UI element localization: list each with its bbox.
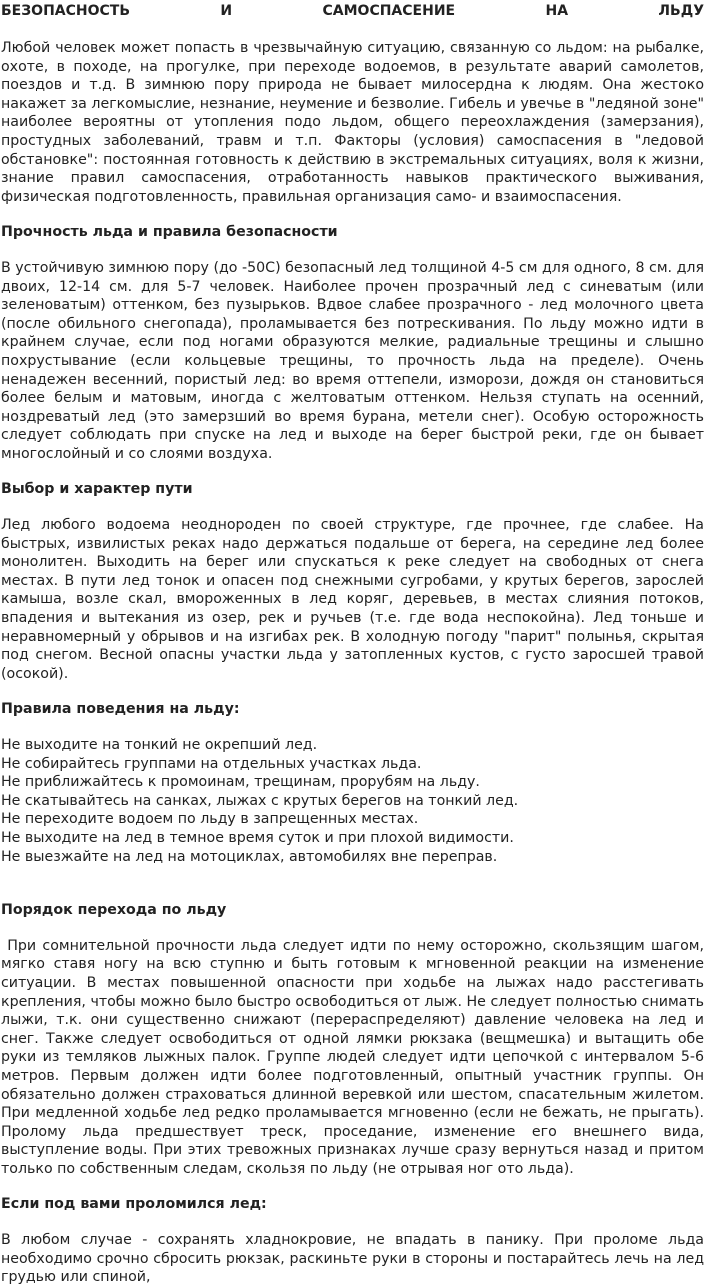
list-item: Не приближайтесь к промоинам, трещинам, прорубям на льду. bbox=[1, 774, 480, 791]
list-item: Не выходите на тонкий не окрепший лед. bbox=[1, 737, 318, 753]
section-heading-rules: Правила поведения на льду: bbox=[1, 701, 240, 718]
title-word: И bbox=[220, 3, 233, 19]
crossing-paragraph bbox=[1, 937, 704, 1179]
title-word: ЛЬДУ bbox=[658, 3, 704, 19]
list-item: Не выходите на лед в темное время суток и при плохой видимости. bbox=[1, 829, 514, 846]
list-item: Не переходите водоем по льду в запрещенных местах. bbox=[1, 811, 419, 828]
ice-strength-paragraph: В устойчивую зимнюю пору (до -50С) безопасный лед толщиной 4-5 см для одного, 8 см. для двоих, 12-14 см. для 5-7 человек. Наиболее прочен прозрачный лед с синеватым (или зеленоватым) оттенком, без пузырьков. Вдвое слабее прозрачного - лед молочного цвета (после обильного снегопада), проламывается без потрескивания. По льду можно идти в крайнем случае, если под ногами образуются мелкие, радиальные трещины и слышно похрустывание (если кольцевые трещины, то прочность льда на пределе). Очень ненадежен весенний, пористый лед: во время оттепели, изморози, дождя он становиться более белым и матовым, иногда с желтоватым оттенком. Нельзя ступать на осенний, ноздреватый лед (это замерзший во время бурана, метели снег). Особую осторожность следует соблюдать при спуске на лед и выходе на берег быстрой реки, где он бывает многослойный и со слоями воздуха. bbox=[1, 259, 704, 462]
title-word: БЕЗОПАСНОСТЬ bbox=[1, 3, 131, 19]
intro-paragraph: Любой человек может попасть в чрезвычайную ситуацию, связанную со льдом: на рыбалке, охоте, в походе, на прогулке, при переходе водоемов, в результате аварий самолетов, поездов и т.д. В зимнюю пору природа не бывает милосердна к людям. Она жестоко накажет за легкомыслие, незнание, неумение и безволие. Гибель и увечье в "ледяной зоне" наиболее вероятны от утопления подо льдом, общего переохлаждения (замерзания), простудных заболеваний, травм и т.п. Факторы (условия) самоспасения в "ледовой обстановке": постоянная готовность к действию в экстремальных ситуациях, воля к жизни, знание правил самоспасения, отработанность навыков практического выживания, физическая подготовленность, правильная организация само- и взаимоспасения. bbox=[1, 40, 704, 205]
rules-list bbox=[1, 736, 704, 866]
list-item: Не скатывайтесь на санках, лыжах с крутых берегов на тонкий лед. bbox=[1, 792, 519, 809]
document-title bbox=[1, 0, 704, 21]
section-heading-ice-strength: Прочность льда и правила безопасности bbox=[1, 224, 338, 241]
list-item: Не собирайтесь группами на отдельных участках льда. bbox=[1, 755, 422, 772]
ice-break-paragraph: В любом случае - сохранять хладнокровие, не впадать в панику. При проломе льда необходимо срочно сбросить рюкзак, раскиньте руки в стороны и постарайтесь лечь на лед грудью или спиной, bbox=[1, 1232, 704, 1286]
route-paragraph: Лед любого водоема неоднороден по своей структуре, где прочнее, где слабее. На быстрых, извилистых реках надо держаться подальше от берега, на середине лед более монолитен. Выходить на берег или спускаться к реке следует на свободных от снега местах. В пути лед тонок и опасен под снежными сугробами, у крутых берегов, зарослей камыша, возле скал, вмороженных в лед коряг, деревьев, в местах слияния потоков, впадения и вытекания из озер, рек и ручьев (т.е. где вода неспокойна). Лед тоньше и неравномерный у обрывов и на изгибах рек. В холодную погоду "парит" полынья, скрытая под снегом. Весной опасны участки льда у затопленных кустов, с густо заросшей травой (осокой). bbox=[1, 517, 704, 682]
section-heading-crossing: Порядок перехода по льду bbox=[1, 902, 227, 919]
list-item: Не выезжайте на лед на мотоциклах, автомобилях вне переправ. bbox=[1, 848, 498, 865]
title-word: САМОСПАСЕНИЕ bbox=[322, 3, 456, 19]
crossing-text: При сомнительной прочности льда следует идти по нему осторожно, скользящим шагом, мягко ставя ногу на всю ступню и быть готовым к мгновенной реакции на изменение ситуации. В местах повышенной опасности при ходьбе на лыжах надо расстегивать крепления, чтобы можно было быстро освободиться от лыж. Не следует полностью снимать лыжи, т.к. они существенно снижают (перераспределяют) давление человека на лед и снег. Также следует освободиться от одной лямки рюкзака (вещмешка) и вытащить обе руки из темляков лыжных палок. Группе людей следует идти цепочкой с интервалом 5-6 метров. Первым должен идти более подготовленный, опытный участник группы. Он обязательно должен страховаться длинной веревкой или шестом, спасательным жилетом. При медленной ходьбе лед редко проламывается мгновенно (если не бежать, не прыгать). Пролому льда предшествует треск, проседание, изменение его внешнего вида, выступление воды. При этих тревожных признаках лучше сразу вернуться назад и притом только по собственным следам, скользя по льду (не отрывая ног ото льда). bbox=[1, 937, 704, 1177]
section-heading-ice-break: Если под вами проломился лед: bbox=[1, 1196, 267, 1213]
section-heading-route: Выбор и характер пути bbox=[1, 481, 193, 498]
title-word: НА bbox=[545, 3, 569, 19]
